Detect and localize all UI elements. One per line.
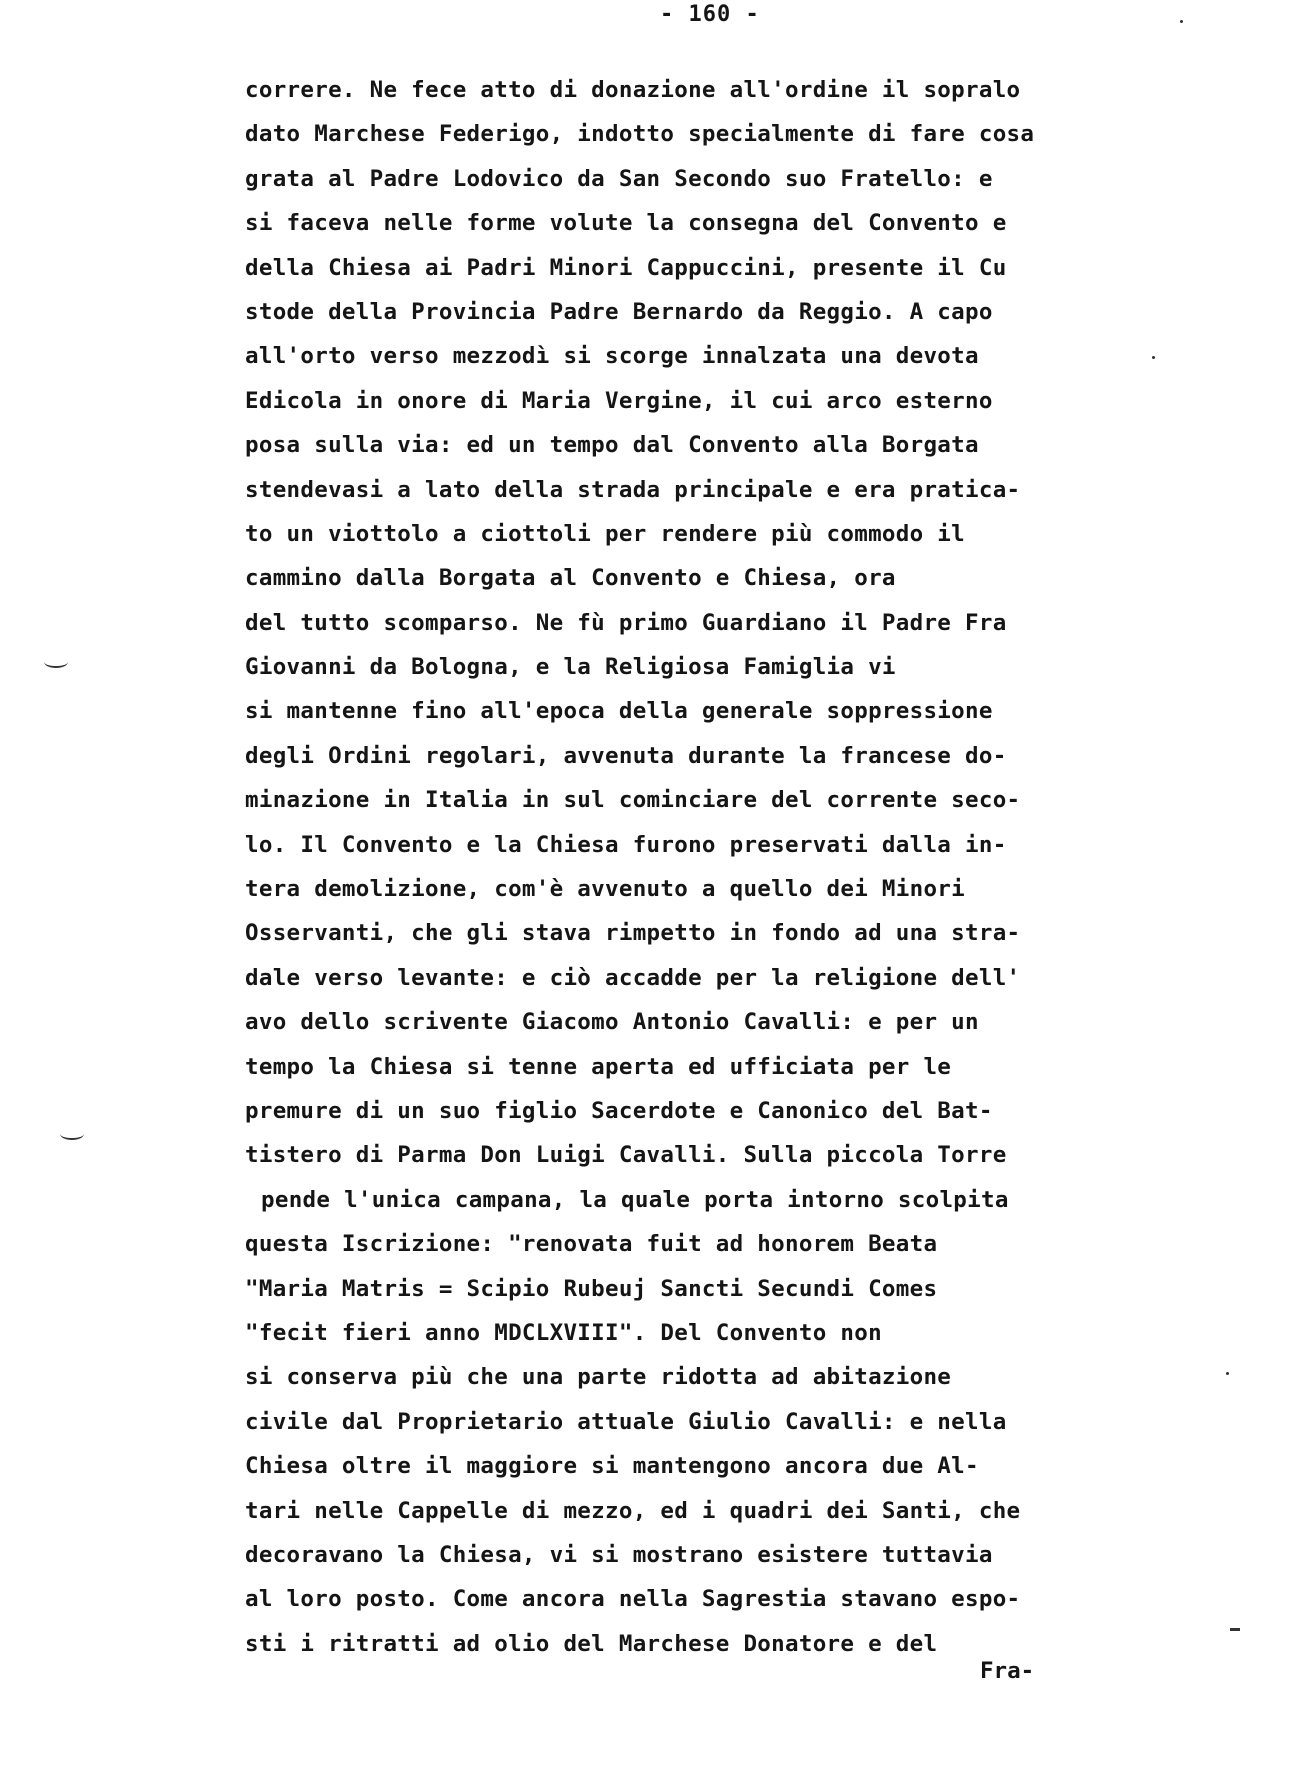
text-line: dato Marchese Federigo, indotto specialmente di fare cosa: [245, 121, 1035, 148]
scan-speck: [1226, 1372, 1229, 1375]
text-line: sti i ritratti ad olio del Marchese Donatore e del: [245, 1630, 938, 1657]
text-line: stode della Provincia Padre Bernardo da Reggio. A capo: [245, 298, 993, 325]
text-line: tistero di Parma Don Luigi Cavalli. Sulla piccola Torre: [245, 1142, 1007, 1169]
text-line: si faceva nelle forme volute la consegna del Convento e: [245, 210, 1007, 237]
text-line: grata al Padre Lodovico da San Secondo suo Fratello: e: [245, 165, 993, 192]
text-line: posa sulla via: ed un tempo dal Convento alla Borgata: [245, 432, 979, 459]
text-line: questa Iscrizione: "renovata fuit ad honorem Beata: [245, 1231, 938, 1258]
body-text: [245, 68, 1125, 1666]
text-line: avo dello scrivente Giacomo Antonio Cavalli: e per un: [245, 1009, 979, 1036]
text-line: pende l'unica campana, la quale porta intorno scolpita: [261, 1186, 1009, 1213]
text-line: decoravano la Chiesa, vi si mostrano esistere tuttavia: [245, 1541, 993, 1568]
text-line: lo. Il Convento e la Chiesa furono preservati dalla in-: [245, 831, 1007, 858]
text-line: si conserva più che una parte ridotta ad abitazione: [245, 1364, 952, 1391]
text-line: Giovanni da Bologna, e la Religiosa Famiglia vi: [245, 654, 896, 681]
text-line: Osservanti, che gli stava rimpetto in fondo ad una stra-: [245, 920, 1021, 947]
text-line: dale verso levante: e ciò accadde per la religione dell': [245, 964, 1021, 991]
text-line: correre. Ne fece atto di donazione all'ordine il sopralo: [245, 77, 1021, 103]
text-line: Chiesa oltre il maggiore si mantengono ancora due Al-: [245, 1453, 979, 1480]
text-line: della Chiesa ai Padri Minori Cappuccini, presente il Cu: [245, 254, 1007, 281]
margin-mark: [1230, 1628, 1240, 1631]
scan-speck: [1180, 20, 1183, 23]
text-line: al loro posto. Come ancora nella Sagrestia stavano espo-: [245, 1586, 1021, 1613]
page-number: - 160 -: [660, 2, 760, 27]
margin-mark: [60, 1128, 84, 1140]
text-line: civile dal Proprietario attuale Giulio Cavalli: e nella: [245, 1408, 1007, 1435]
text-line: all'orto verso mezzodì si scorge innalzata una devota: [245, 343, 979, 370]
text-line: stendevasi a lato della strada principale e era pratica-: [245, 476, 1021, 503]
catchword: Fra-: [980, 1658, 1035, 1684]
text-line: si mantenne fino all'epoca della generale soppressione: [245, 698, 993, 725]
text-line: "fecit fieri anno MDCLXVIII". Del Convento non: [245, 1319, 882, 1346]
text-line: degli Ordini regolari, avvenuta durante la francese do-: [245, 742, 1007, 769]
text-line: tari nelle Cappelle di mezzo, ed i quadri dei Santi, che: [245, 1497, 1021, 1524]
text-line: Edicola in onore di Maria Vergine, il cui arco esterno: [245, 387, 993, 414]
text-line: premure di un suo figlio Sacerdote e Canonico del Bat-: [245, 1097, 993, 1124]
text-line: minazione in Italia in sul cominciare del corrente seco-: [245, 787, 1021, 814]
text-line: tera demolizione, com'è avvenuto a quello dei Minori: [245, 876, 965, 903]
scan-speck: [1152, 356, 1155, 359]
text-line: tempo la Chiesa si tenne aperta ed ufficiata per le: [245, 1053, 952, 1080]
text-line: del tutto scomparso. Ne fù primo Guardiano il Padre Fra: [245, 609, 1007, 636]
margin-mark: [44, 656, 68, 668]
text-line: to un viottolo a ciottoli per rendere più commodo il: [245, 520, 965, 547]
text-line: "Maria Matris = Scipio Rubeuj Sancti Secundi Comes: [245, 1275, 938, 1302]
text-line: cammino dalla Borgata al Convento e Chiesa, ora: [245, 565, 896, 592]
